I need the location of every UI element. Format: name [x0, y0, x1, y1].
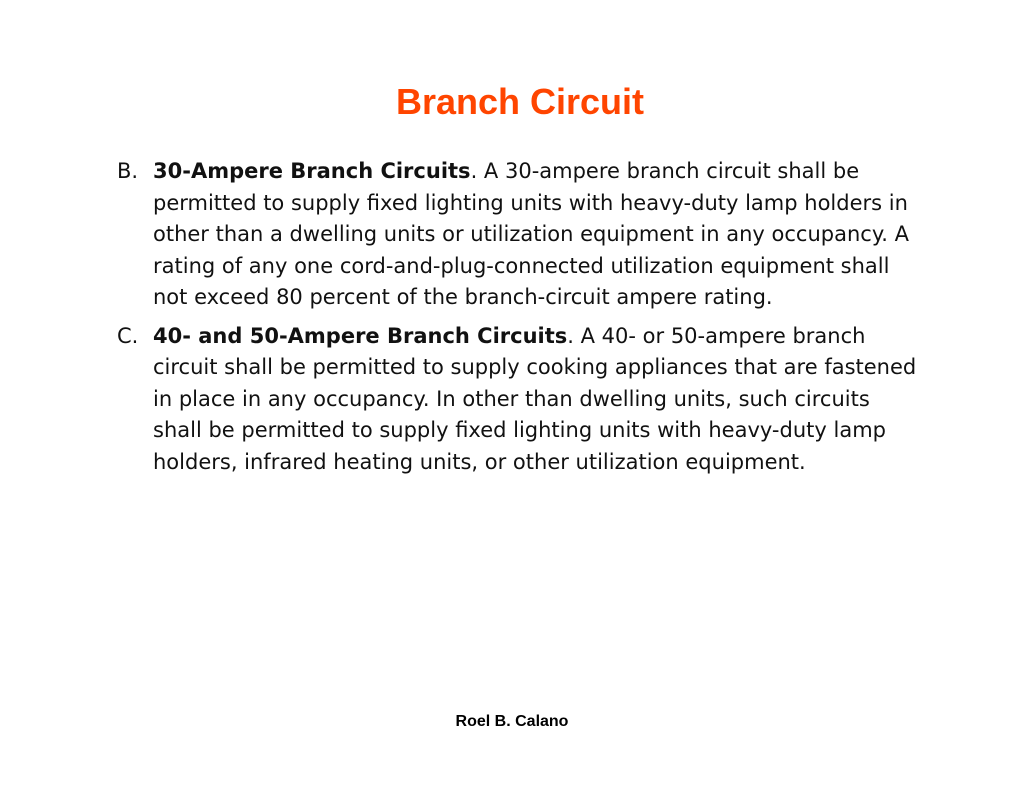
item-letter: B.	[117, 159, 139, 183]
slide-footer-author: Roel B. Calano	[455, 713, 569, 730]
item-separator: .	[567, 323, 574, 348]
slide-content	[117, 156, 917, 485]
list-item-b	[117, 156, 917, 314]
slide-title: Branch Circuit	[395, 81, 645, 122]
item-letter: C.	[117, 323, 139, 348]
item-separator: .	[470, 159, 478, 183]
item-heading: 30-Ampere Branch Circuits	[153, 159, 471, 183]
item-heading: 40- and 50-Ampere Branch Circuits	[153, 323, 568, 348]
item-text: A 40- or 50-ampere branch circuit shall be permitted to supply cooking appliances that are fastened in place in any occupancy. In other than dwelling units, such circuits shall be permitted to supply fixed lighting units with heavy-duty lamp holders, infrared heating units, or other utilization equipment.	[153, 323, 917, 474]
item-text: A 30-ampere branch circuit shall be permitted to supply fixed lighting units with heavy-duty lamp holders in other than a dwelling units or utilization equipment in any occupancy. A rating of any one cord-and-plug-connected utilization equipment shall not exceed 80 percent of the branch-circuit ampere rating.	[153, 159, 909, 309]
list-item-c	[117, 321, 917, 479]
